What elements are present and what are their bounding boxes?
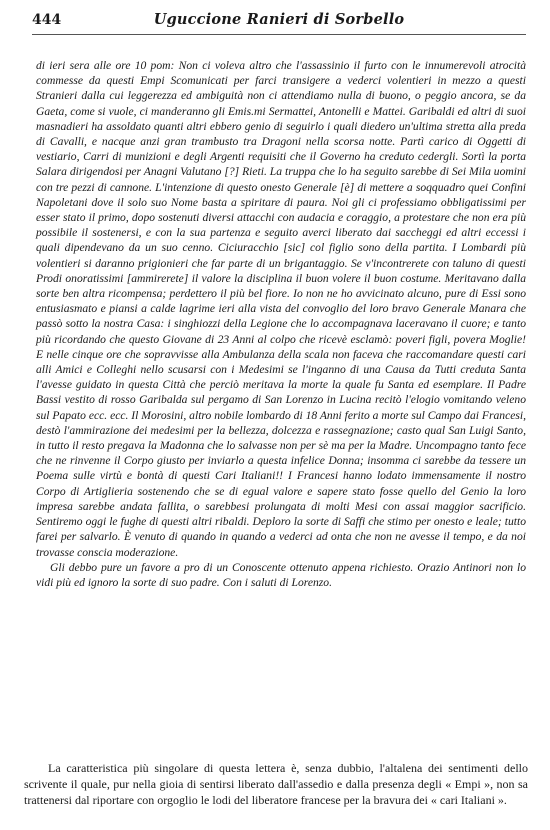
letter-closing-paragraph: Gli debbo pure un favore a pro di un Conoscente ottenuto appena richiesto. Orazio Antinori non lo vidi più ed ignoro la sorte di suo padre. Con i saluti di Lorenzo.: [36, 560, 526, 589]
page-number: 444: [32, 12, 62, 28]
letter-text: [36, 58, 526, 590]
letter-main-paragraph: di ieri sera alle ore 10 pom: Non ci voleva altro che l'assassinio il furto con le innumerevoli atrocità commesse da questi Empi Scomunicati per farci transigere a vederci volentieri in mezzo a questi Stranieri dalla cui leggerezza ed ambiguità non ci attendiamo nulla di buono, o peggio ancora, se da Gaeta, come si vuole, ci manderanno gli Emis.mi Sermattei, Antonelli e Mattei. Garibaldi ed altri di suoi masnadieri ha assoldato quanti altri ebbero genio di seguirlo i quali diedero un'ultima stretta alla preda di Cavalli, e nacque anzi gran trambusto tra Dragoni nella scorsa notte. Partì carico di Oggetti di vestiario, Carri di munizioni e degli Argenti requisiti che il Governo ha creduto cedergli. Sortì la porta Salara dirigendosi per Anagni Valutano [?] Rieti. La truppa che lo ha seguito sarebbe di Sei Mila uomini con tre pezzi di cannone. L'intenzione di questo onesto Generale [è] di mettere a soqquadro quei Confini Napoletani dove il solo suo Nome basta a spiritare di paura. Noi gli ci professiamo obbligatissimi per esser stato il primo, dopo sostenuti diversi attacchi con audacia e coraggio, a protestare che non era più possibile il sostenersi, e con la sua partenza e seguito averci liberato dai saccheggi ed altri eccessi i quali dipendevano da un suo cenno. Ciciuracchio [sic] col figlio sono della partita. I Lombardi più volentieri si daranno prigionieri che far parte di un brigantaggio. Se v'incontrerete con taluno di questi Prodi onoratissimi [ammirerete] il valore la disciplina il buon volere il buon costume. Meritavano dalla sorte ben altra ricompensa; perdettero il più bel fiore. Io non ne ho avvicinato alcuno, pure di Essi sono entusiasmato e piansi a calde lagrime ieri alla vista del convoglio del loro bravo Generale Manara che passò sotto la nostra Casa: i singhiozzi della Legione che lo accompagnava laceravano il cuore; e tanto più ricordando che questo Giovane di 23 Anni al colpo che ricevè esclamò: poveri figli, povera Moglie! E nelle cinque ore che sopravvisse alla Ambulanza della scala non faceva che raccomandare questi cari alli Amici e Colleghi nello scusarsi con i Medesimi se l'inganno di una Causa da Tutti creduta Santa l'avesse guidato in questa Città che perciò meritava la morte la quale fu Santa ed esemplare. Il Padre Bassi vestito di rosso Garibalda sul pergamo di San Lorenzo in Lucina recitò l'elogio vomitando veleno sul Papato ecc. ecc. Il Morosini, altro nobile lombardo di 18 Anni ferito a morte sul Campo dai Francesi, destò l'ammirazione dei medesimi per la bellezza, dolcezza e rassegnazione; casto qual San Luigi Santo, in tutto il resto pregava la Madonna che lo salvasse non per sè ma per la Madre. Uncompagno tanto fece che ne rinvenne il Corpo giusto per inviarlo a questa infelice Donna; insomma ci sarebbe da tessere un Poema sulle virtù e bontà di questi Cari Italiani!! I Francesi hanno lodato immensamente il nostro Corpo di Artiglieria sostenendo che se di egual valore e sapere stato fosse quello del Genio la loro impresa sarebbe andata fallita, o sarebbesi prolungata di molti Mesi con assai maggior sacrificio. Sentiremo oggi le fughe di questi altri ribaldi. Deploro la sorte di Saffi che stimo per onesto e leale; tutto farei per salvarlo. È venuto di quando in quando a vederci ad onta che non ne avesse il tempo, e da noi trovasse conscia moderazione.: [36, 59, 526, 559]
running-title: Uguccione Ranieri di Sorbello: [153, 11, 405, 28]
commentary-paragraph: La caratteristica più singolare di questa lettera è, senza dubbio, l'altalena dei sentimenti dello scrivente il quale, pur nella gioia di sentirsi liberato dall'assedio e dalla presenza degli « Empi », non sa trattenersi dal riportare con orgoglio le lodi del liberatore francese per la bravura dei « cari Italiani ».: [24, 761, 528, 808]
page-header: [32, 10, 526, 35]
